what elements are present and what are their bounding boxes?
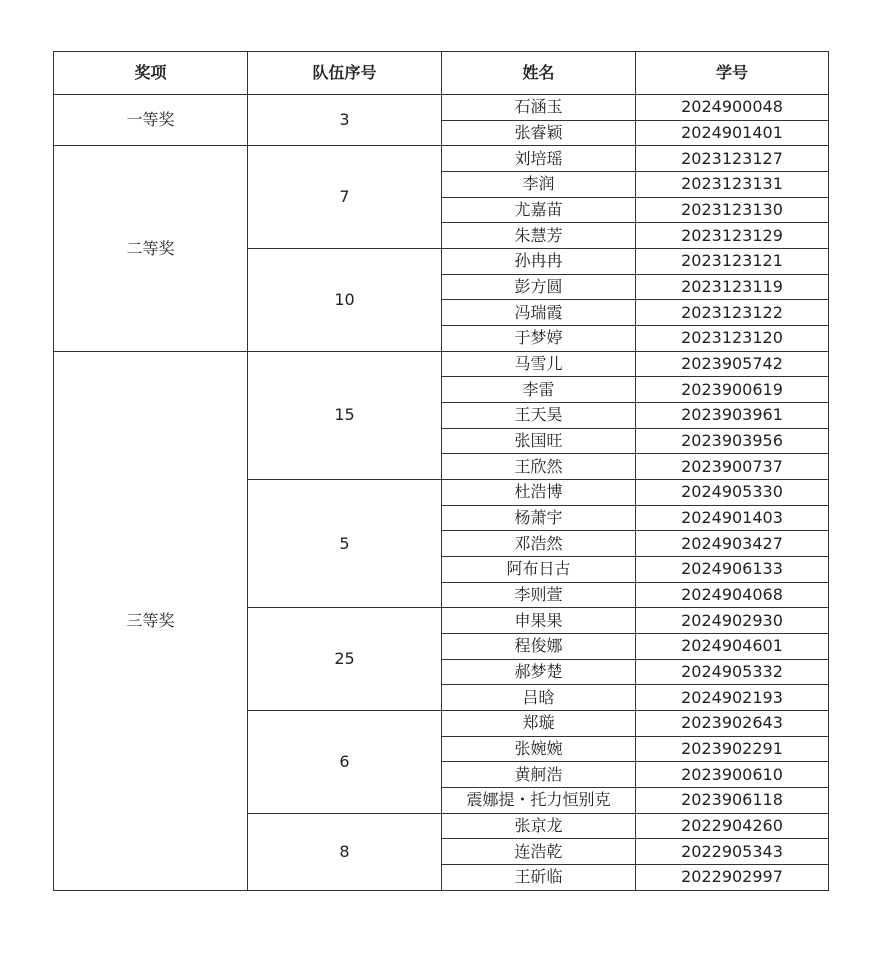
student-id-cell: 2022904260: [636, 813, 829, 839]
student-id-cell: 2024906133: [636, 557, 829, 583]
student-id-cell: 2023123121: [636, 249, 829, 275]
table-row: [54, 351, 829, 377]
member-name-cell: 于梦婷: [442, 326, 636, 352]
member-name-cell: 震娜提・托力恒别克: [442, 788, 636, 814]
member-name-cell: 彭方圆: [442, 274, 636, 300]
header-team-number: 队伍序号: [248, 52, 442, 95]
student-id-cell: 2023906118: [636, 788, 829, 814]
member-name-cell: 李润: [442, 172, 636, 198]
member-name-cell: 张国旺: [442, 428, 636, 454]
table-body: [54, 95, 829, 891]
team-number-cell: 3: [248, 95, 442, 146]
team-number-cell: 8: [248, 813, 442, 890]
member-name-cell: 郑璇: [442, 711, 636, 737]
student-id-cell: 2023123131: [636, 172, 829, 198]
team-number-cell: 5: [248, 480, 442, 608]
student-id-cell: 2022902997: [636, 865, 829, 891]
student-id-cell: 2023123120: [636, 326, 829, 352]
member-name-cell: 王斫临: [442, 865, 636, 891]
member-name-cell: 吕晗: [442, 685, 636, 711]
student-id-cell: 2023900619: [636, 377, 829, 403]
header-award: 奖项: [54, 52, 248, 95]
student-id-cell: 2024902193: [636, 685, 829, 711]
team-number-cell: 7: [248, 146, 442, 249]
member-name-cell: 杨萧宇: [442, 505, 636, 531]
member-name-cell: 黄舸浩: [442, 762, 636, 788]
team-number-cell: 10: [248, 249, 442, 352]
student-id-cell: 2024904068: [636, 582, 829, 608]
team-number-cell: 15: [248, 351, 442, 479]
member-name-cell: 冯瑞霞: [442, 300, 636, 326]
student-id-cell: 2024902930: [636, 608, 829, 634]
student-id-cell: 2023905742: [636, 351, 829, 377]
header-row: [54, 52, 829, 95]
team-number-cell: 6: [248, 711, 442, 814]
student-id-cell: 2023123127: [636, 146, 829, 172]
member-name-cell: 孙冉冉: [442, 249, 636, 275]
member-name-cell: 石涵玉: [442, 95, 636, 121]
student-id-cell: 2023903961: [636, 403, 829, 429]
student-id-cell: 2023902643: [636, 711, 829, 737]
student-id-cell: 2024901403: [636, 505, 829, 531]
member-name-cell: 张睿颖: [442, 120, 636, 146]
student-id-cell: 2023900737: [636, 454, 829, 480]
student-id-cell: 2024905330: [636, 480, 829, 506]
member-name-cell: 张婉婉: [442, 736, 636, 762]
student-id-cell: 2024904601: [636, 634, 829, 660]
student-id-cell: 2024905332: [636, 659, 829, 685]
student-id-cell: 2023903956: [636, 428, 829, 454]
member-name-cell: 张京龙: [442, 813, 636, 839]
team-number-cell: 25: [248, 608, 442, 711]
award-cell: 一等奖: [54, 95, 248, 146]
student-id-cell: 2022905343: [636, 839, 829, 865]
member-name-cell: 朱慧芳: [442, 223, 636, 249]
table-row: [54, 146, 829, 172]
student-id-cell: 2024900048: [636, 95, 829, 121]
student-id-cell: 2023900610: [636, 762, 829, 788]
award-cell: 二等奖: [54, 146, 248, 351]
award-table: [53, 51, 829, 891]
member-name-cell: 邓浩然: [442, 531, 636, 557]
student-id-cell: 2023123122: [636, 300, 829, 326]
award-cell: 三等奖: [54, 351, 248, 890]
member-name-cell: 郝梦楚: [442, 659, 636, 685]
member-name-cell: 李雷: [442, 377, 636, 403]
student-id-cell: 2024901401: [636, 120, 829, 146]
header-name: 姓名: [442, 52, 636, 95]
member-name-cell: 杜浩博: [442, 480, 636, 506]
student-id-cell: 2023123119: [636, 274, 829, 300]
table-row: [54, 95, 829, 121]
member-name-cell: 王天昊: [442, 403, 636, 429]
member-name-cell: 尤嘉苗: [442, 197, 636, 223]
student-id-cell: 2023123130: [636, 197, 829, 223]
award-table-container: [53, 51, 828, 891]
member-name-cell: 李则萱: [442, 582, 636, 608]
table-header: [54, 52, 829, 95]
member-name-cell: 刘培瑶: [442, 146, 636, 172]
member-name-cell: 程俊娜: [442, 634, 636, 660]
member-name-cell: 马雪儿: [442, 351, 636, 377]
member-name-cell: 申果果: [442, 608, 636, 634]
student-id-cell: 2023902291: [636, 736, 829, 762]
member-name-cell: 阿布日古: [442, 557, 636, 583]
student-id-cell: 2023123129: [636, 223, 829, 249]
member-name-cell: 王欣然: [442, 454, 636, 480]
header-student-id: 学号: [636, 52, 829, 95]
member-name-cell: 连浩乾: [442, 839, 636, 865]
student-id-cell: 2024903427: [636, 531, 829, 557]
